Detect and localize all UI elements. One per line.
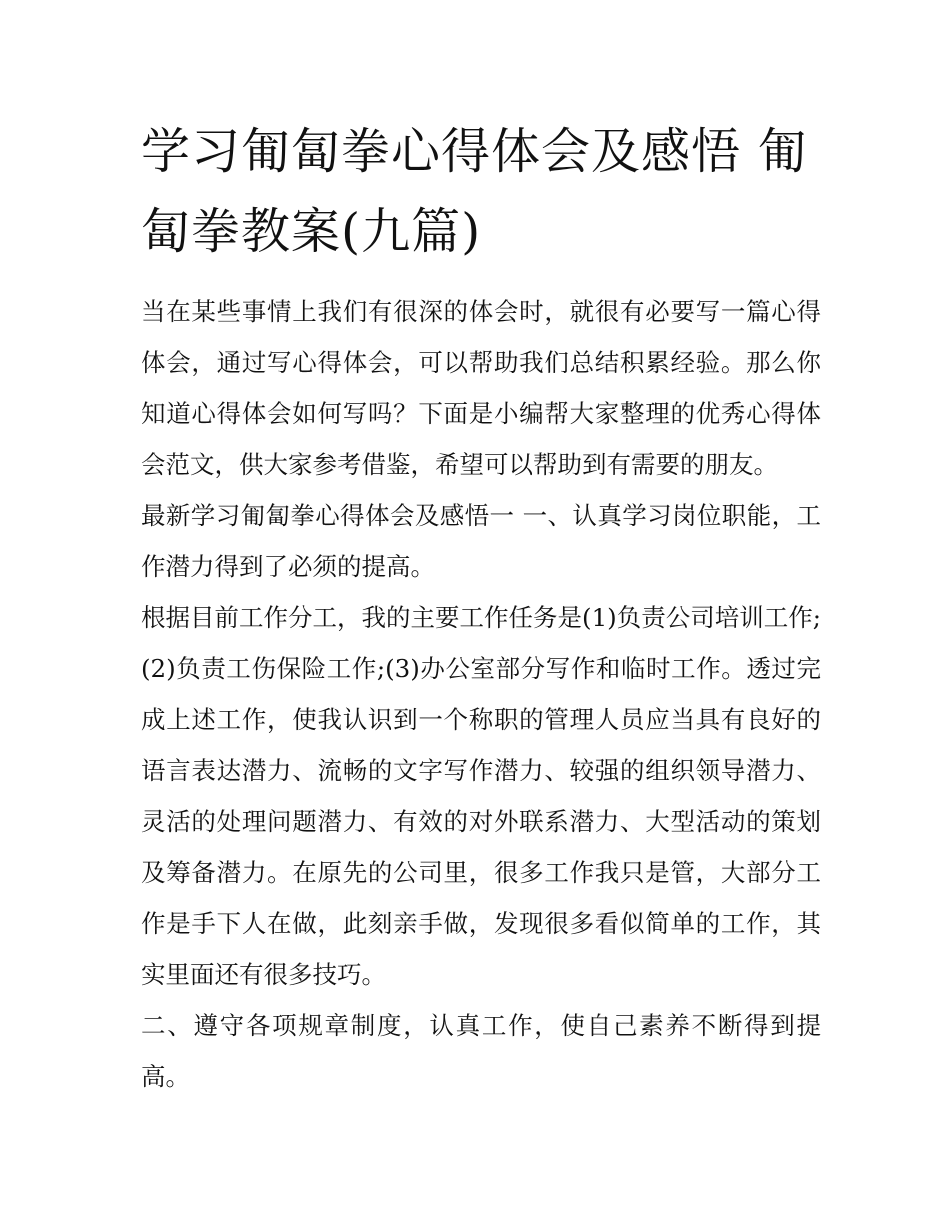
- work-tasks-paragraph: 根据目前工作分工，我的主要工作任务是(1)负责公司培训工作;(2)负责工伤保险工作;(3)办公室部分写作和临时工作。透过完成上述工作，使我认识到一个称职的管理人员应当具有良好的语言表达潜力、流畅的文字写作潜力、较强的组织领导潜力、灵活的处理问题潜力、有效的对外联系潜力、大型活动的策划及筹备潜力。在原先的公司里，很多工作我只是管，大部分工作是手下人在做，此刻亲手做，发现很多看似简单的工作，其实里面还有很多技巧。: [141, 603, 821, 989]
- document-body: [141, 112, 821, 1102]
- section-one-heading-paragraph: 最新学习匍匐拳心得体会及感悟一 一、认真学习岗位职能，工作潜力得到了必须的提高。: [141, 501, 821, 581]
- document-title: 学习匍匐拳心得体会及感悟 匍匐拳教案(九篇): [141, 123, 808, 260]
- intro-paragraph: 当在某些事情上我们有很深的体会时，就很有必要写一篇心得体会，通过写心得体会，可以帮助我们总结积累经验。那么你知道心得体会如何写吗？下面是小编帮大家整理的优秀心得体会范文，供大家参考借鉴，希望可以帮助到有需要的朋友。: [141, 297, 821, 479]
- section-two-heading-paragraph: 二、遵守各项规章制度，认真工作，使自己素养不断得到提高。: [141, 1011, 821, 1091]
